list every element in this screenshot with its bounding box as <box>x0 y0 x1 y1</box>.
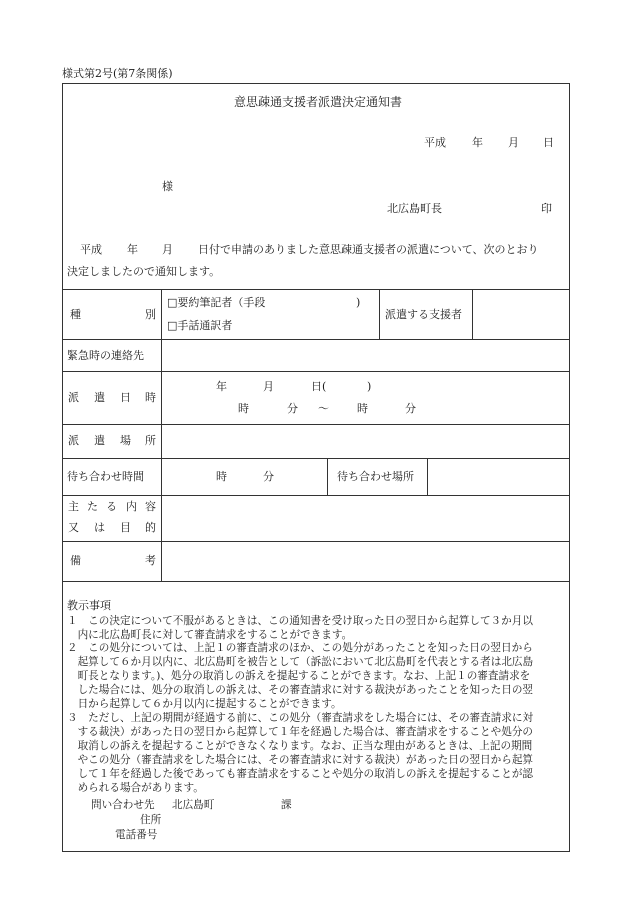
intro-month: 月 <box>162 243 173 256</box>
row-line <box>62 495 570 496</box>
column-divider <box>327 458 328 495</box>
datetime-label-char: 遣 <box>94 391 105 404</box>
notice-line: ２ この処分については、上記１の審査請求のほか、この処分があったことを知った日の翌日から <box>67 642 533 654</box>
datetime-hour-from: 時 <box>238 402 249 415</box>
supporter-label: 派遣する支援者 <box>385 308 462 321</box>
datetime-label-char: 派 <box>68 391 79 404</box>
date-month: 月 <box>508 136 519 149</box>
notice-line: 日から起算して６か月以内に提起することができます。 <box>67 698 342 710</box>
date-day: 日 <box>543 136 554 149</box>
intro-year: 年 <box>127 243 138 256</box>
intro-era: 平成 <box>80 243 102 256</box>
notice-line: 起算して６か月以内に、北広島町を被告として（訴訟において北広島町を代表とする者は北広島 <box>67 656 534 668</box>
datetime-day-close: ) <box>367 380 372 393</box>
purpose-label-char: 的 <box>145 521 156 534</box>
notice-line: する裁決）があった日の翌日から起算して１年を経過した場合は、審査請求をすることや処分の <box>67 726 534 738</box>
meeting-minute: 分 <box>263 470 274 483</box>
column-divider <box>472 289 473 339</box>
form-number: 様式第2号(第7条関係) <box>62 67 173 80</box>
datetime-minute-from: 分 <box>287 402 298 415</box>
type-label-a: 種 <box>70 308 81 321</box>
contact-label: 問い合わせ先 <box>91 799 155 811</box>
notice-line: １ この決定について不服があるときは、この通知書を受け取った日の翌日から起算して３か月以 <box>67 615 533 627</box>
place-label-char: 場 <box>120 434 131 447</box>
contact-section: 課 <box>281 799 292 811</box>
datetime-hour-to: 時 <box>357 402 368 415</box>
purpose-label-char: 目 <box>120 521 131 534</box>
datetime-year: 年 <box>216 380 227 393</box>
notice-line: 内に北広島町長に対して審査請求をすることができます。 <box>67 629 353 641</box>
purpose-label-char: 容 <box>145 500 156 513</box>
meeting-hour: 時 <box>216 470 227 483</box>
remarks-label-b: 考 <box>145 554 156 567</box>
column-divider <box>379 289 380 339</box>
table-top-line <box>62 289 570 290</box>
place-label-char: 遣 <box>94 434 105 447</box>
intro-line-2: 決定しましたので通知します。 <box>67 265 221 278</box>
contact-address-label: 住所 <box>140 814 162 826</box>
contact-phone-label: 電話番号 <box>115 829 158 841</box>
purpose-label-char: る <box>106 500 117 513</box>
notice-line: められる場合があります。 <box>67 782 204 794</box>
seal-mark: 印 <box>541 202 552 215</box>
meeting-place-label: 待ち合わせ場所 <box>337 470 414 483</box>
row-line <box>62 458 570 459</box>
row-line <box>62 424 570 425</box>
type-option-close-paren: ) <box>356 296 361 309</box>
issuer-name: 北広島町長 <box>387 202 442 215</box>
purpose-label-char: た <box>87 500 98 513</box>
purpose-label-char: 主 <box>68 500 79 513</box>
table-bottom-line <box>62 581 570 582</box>
datetime-minute-to: 分 <box>405 402 416 415</box>
datetime-day: 日( <box>311 380 327 393</box>
notice-line: 取消しの訴えを提起することができなくなります。なお、正当な理由があるときは、上記の期間 <box>67 740 533 752</box>
document-title: 意思疎通支援者派遣決定通知書 <box>234 95 403 109</box>
type-option-sign-interpreter[interactable]: □手話通訳者 <box>167 319 233 332</box>
datetime-label-char: 時 <box>145 391 156 404</box>
row-line <box>62 541 570 542</box>
addressee-suffix: 様 <box>162 180 173 193</box>
emergency-contact-label: 緊急時の連絡先 <box>67 349 144 362</box>
place-label-char: 所 <box>145 434 156 447</box>
column-divider <box>427 458 428 495</box>
notice-line: した場合には、処分の取消しの訴えは、その審査請求に対する裁決があったことを知った日の翌 <box>67 684 534 696</box>
notice-line: ３ ただし、上記の期間が経過する前に、この処分（審査請求をした場合には、その審査請求に対 <box>67 712 534 724</box>
remarks-label-a: 備 <box>70 554 81 567</box>
label-column-divider <box>161 289 162 581</box>
notice-line: やこの処分（審査請求をした場合には、その審査請求に対する裁決）があった日の翌日から起算 <box>67 754 534 766</box>
date-year: 年 <box>472 136 483 149</box>
datetime-label-char: 日 <box>120 391 131 404</box>
type-option-summary-writer[interactable]: □要約筆記者（手段 <box>167 296 266 309</box>
purpose-label-char: 又 <box>68 521 79 534</box>
purpose-label-char: 内 <box>126 500 137 513</box>
purpose-label-char: は <box>94 521 105 534</box>
datetime-month: 月 <box>263 380 274 393</box>
meeting-time-label: 待ち合わせ時間 <box>67 470 144 483</box>
type-label-b: 別 <box>145 308 156 321</box>
notice-heading: 教示事項 <box>67 599 111 612</box>
notice-line: 町長となります。)、処分の取消しの訴えを提起することができます。なお、上記１の審査請求を <box>67 670 531 682</box>
date-era: 平成 <box>424 136 446 149</box>
intro-rest: 日付で申請のありました意思疎通支援者の派遣について、次のとおり <box>198 243 539 256</box>
datetime-tilde: ～ <box>318 402 329 415</box>
notice-line: して１年を経過した後であっても審査請求をすることや処分の取消しの訴えを提起することが認 <box>67 768 534 780</box>
row-line <box>62 339 570 340</box>
row-line <box>62 371 570 372</box>
contact-office: 北広島町 <box>172 799 215 811</box>
place-label-char: 派 <box>68 434 79 447</box>
